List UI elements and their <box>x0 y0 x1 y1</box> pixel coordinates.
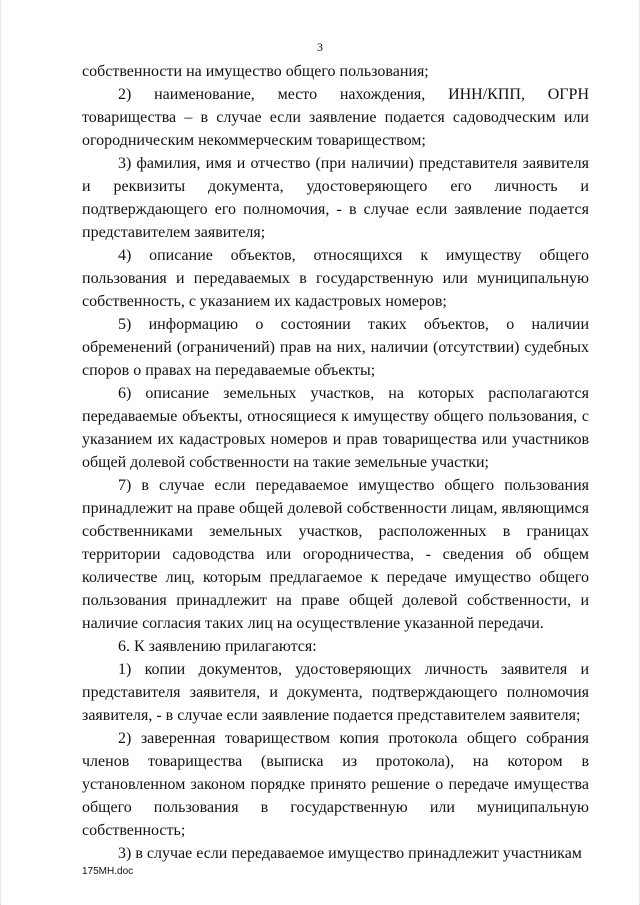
paragraph-item-4: 4) описание объектов, относящихся к имуществу общего пользования и передаваемых в государственную или муниципальную собственность, с указанием их кадастровых номеров; <box>82 247 589 310</box>
paragraph-item-6: 6) описание земельных участков, на которых располагаются передаваемые объекты, относящиеся к имуществу общего пользования, с указанием их кадастровых номеров и прав товарищества или участников общей долевой собственности на такие земельные участки; <box>82 385 589 471</box>
attachment-item-2: 2) заверенная товариществом копия протокола общего собрания членов товарищества (выписка из протокола), на котором в установленном законом порядке принято решение о передаче имущества общего пользования в государственную или муниципальную собственность; <box>82 730 589 839</box>
paragraph-item-2: 2) наименование, место нахождения, ИНН/КПП, ОГРН товарищества – в случае если заявление подается садоводческим или огородническим некоммерческим товариществом; <box>82 86 589 149</box>
paragraph-item-5: 5) информацию о состоянии таких объектов, о наличии обременений (ограничений) прав на них, наличии (отсутствии) судебных споров о правах на передаваемые объекты; <box>82 316 589 379</box>
attachment-item-1: 1) копии документов, удостоверяющих личность заявителя и представителя заявителя, и документа, подтверждающего полномочия заявителя, - в случае если заявление подается представителем заявителя; <box>82 661 589 724</box>
paragraph-continuation: собственности на имущество общего пользования; <box>82 63 429 80</box>
attachment-item-3: 3) в случае если передаваемое имущество принадлежит участникам <box>118 845 582 862</box>
paragraph-item-7: 7) в случае если передаваемое имущество общего пользования принадлежит на праве общей долевой собственности лицам, являющимся собственниками земельных участков, расположенных в границах территории садоводства или огородничества, - сведения об общем количестве лиц, которым предлагаемое к передаче имущество общего пользования принадлежит на праве общей долевой собственности, и наличие согласия таких лиц на осуществление указанной передачи. <box>82 477 589 632</box>
section-6-heading: 6. К заявлению прилагаются: <box>118 638 317 655</box>
page-number: 3 <box>317 40 323 54</box>
paragraph-item-3: 3) фамилия, имя и отчество (при наличии) представителя заявителя и реквизиты документа, удостоверяющего его личность и подтверждающего его полномочия, - в случае если заявление подается представителем заявителя; <box>82 155 589 241</box>
footer-filename: 175MH.doc <box>82 866 134 877</box>
document-body <box>82 60 589 865</box>
